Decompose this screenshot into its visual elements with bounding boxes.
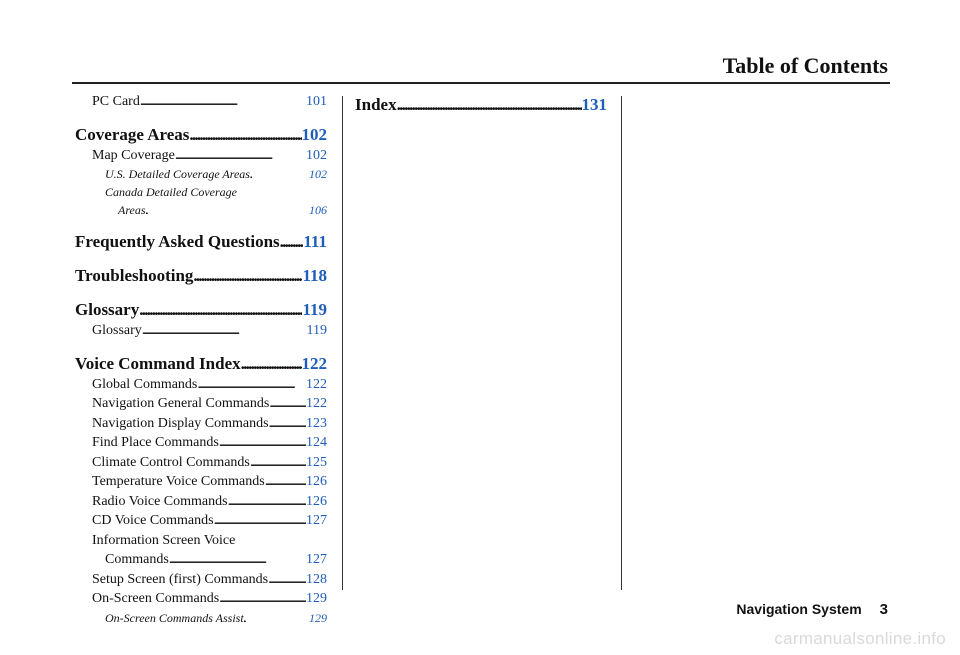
leader-dots (175, 146, 306, 166)
toc-page-link[interactable]: 123 (306, 415, 327, 431)
toc-entry-label-cont: Areas (118, 203, 146, 217)
page-title: Table of Contents (722, 53, 888, 78)
toc-page-link[interactable]: 129 (306, 591, 327, 606)
toc-entry-label: Canada Detailed Coverage (105, 185, 237, 199)
toc-entry-label: Information Screen Voice (92, 532, 236, 548)
toc-entry-label: On-Screen Commands Assist (105, 610, 244, 625)
leader-dots (269, 394, 306, 414)
leader-dots (197, 375, 306, 395)
leader-dots (269, 414, 306, 434)
toc-entry-pc-card[interactable] (75, 92, 327, 112)
leader-dots (244, 609, 309, 627)
toc-entry-label: PC Card (92, 94, 140, 109)
leader-dots (268, 570, 306, 590)
toc-section-glossary[interactable] (75, 299, 327, 321)
toc-entry-glossary[interactable] (75, 321, 327, 341)
toc-entry-label: Navigation Display Commands (92, 415, 269, 431)
toc-section-label: Frequently Asked Questions (75, 232, 280, 251)
toc-page-link[interactable]: 106 (309, 203, 327, 217)
toc-entry-temperature[interactable] (75, 472, 327, 492)
toc-section-troubleshooting[interactable] (75, 265, 327, 287)
toc-entry-nav-general[interactable] (75, 394, 327, 414)
toc-entry-label: On-Screen Commands (92, 591, 220, 606)
toc-entry-cd[interactable] (75, 511, 327, 531)
header-rule (72, 82, 890, 84)
toc-page-link[interactable]: 127 (306, 513, 327, 528)
leader-dots (219, 433, 306, 453)
toc-page-link[interactable]: 102 (301, 124, 327, 144)
footer-section-name: Navigation System (736, 601, 862, 617)
toc-subentry-us-detailed[interactable] (75, 165, 327, 183)
toc-subentry-on-screen-assist[interactable] (75, 609, 327, 627)
toc-entry-label: U.S. Detailed Coverage Areas (105, 167, 250, 181)
column-divider (342, 96, 343, 590)
toc-section-label: Troubleshooting (75, 266, 194, 285)
toc-page-link[interactable]: 118 (302, 266, 327, 285)
toc-entry-info-screen[interactable] (75, 531, 327, 570)
toc-page-link[interactable]: 122 (306, 376, 327, 392)
toc-entry-label: Radio Voice Commands (92, 493, 228, 509)
toc-page-link[interactable]: 127 (306, 552, 327, 567)
leader-dots (139, 299, 302, 321)
toc-entry-label: Navigation General Commands (92, 396, 270, 411)
leader-dots (214, 511, 306, 531)
toc-page-link[interactable]: 126 (306, 493, 327, 509)
leader-dots (397, 94, 582, 116)
toc-page-link[interactable]: 128 (306, 571, 327, 587)
toc-page-link[interactable]: 122 (301, 353, 327, 373)
toc-page-link[interactable]: 102 (306, 147, 327, 163)
toc-page-link[interactable]: 129 (309, 610, 327, 625)
leader-dots (193, 265, 302, 287)
toc-entry-label: Temperature Voice Commands (92, 474, 265, 489)
leader-dots (250, 453, 306, 473)
toc-subentry-canada-detailed[interactable] (75, 183, 327, 219)
leader-dots (219, 589, 306, 609)
toc-section-label: Glossary (75, 300, 140, 319)
toc-entry-label: Map Coverage (92, 147, 175, 163)
page-footer (736, 601, 888, 618)
toc-page-link[interactable]: 131 (581, 95, 607, 114)
leader-dots (146, 201, 309, 219)
toc-entry-climate[interactable] (75, 453, 327, 473)
toc-page-link[interactable]: 122 (306, 396, 327, 411)
toc-entry-label-cont: Commands (105, 552, 169, 567)
toc-section-label: Coverage Areas (75, 124, 190, 144)
toc-entry-on-screen[interactable] (75, 589, 327, 609)
toc-section-coverage-areas[interactable] (75, 124, 327, 146)
toc-entry-label: Climate Control Commands (92, 454, 250, 470)
toc-page-link[interactable]: 124 (306, 435, 327, 450)
toc-page-link[interactable]: 126 (306, 474, 327, 489)
toc-entry-label: Global Commands (92, 376, 198, 392)
leader-dots (169, 550, 306, 570)
toc-page-link[interactable]: 102 (309, 167, 327, 181)
column-divider (621, 96, 622, 590)
toc-entry-setup-screen[interactable] (75, 570, 327, 590)
toc-column-2 (355, 92, 607, 116)
toc-section-faq[interactable] (75, 231, 327, 253)
leader-dots (250, 165, 309, 183)
toc-entry-find-place[interactable] (75, 433, 327, 453)
toc-entry-map-coverage[interactable] (75, 146, 327, 166)
leader-dots (189, 124, 301, 146)
leader-dots (142, 321, 307, 341)
toc-page-link[interactable]: 119 (306, 323, 327, 338)
toc-entry-label: CD Voice Commands (92, 513, 214, 528)
leader-dots (265, 472, 306, 492)
toc-entry-label: Find Place Commands (92, 435, 219, 450)
toc-section-label: Index (355, 95, 397, 114)
watermark: carmanualsonline.info (774, 629, 946, 648)
page-number: 3 (879, 601, 888, 618)
toc-section-label: Voice Command Index (75, 353, 241, 373)
toc-entry-radio[interactable] (75, 492, 327, 512)
toc-entry-global-commands[interactable] (75, 375, 327, 395)
leader-dots (140, 92, 306, 112)
toc-entry-nav-display[interactable] (75, 414, 327, 434)
toc-column-1 (75, 92, 327, 627)
toc-section-voice-command-index[interactable] (75, 353, 327, 375)
toc-page-link[interactable]: 101 (306, 94, 327, 109)
toc-page-link[interactable]: 119 (302, 300, 327, 319)
toc-page-link[interactable]: 125 (306, 454, 327, 470)
leader-dots (228, 492, 306, 512)
leader-dots (241, 353, 302, 375)
toc-page-link[interactable]: 111 (303, 232, 327, 251)
toc-entry-label: Setup Screen (first) Commands (92, 571, 269, 587)
toc-section-index[interactable] (355, 94, 607, 116)
leader-dots (280, 231, 304, 253)
toc-entry-label: Glossary (92, 323, 142, 338)
